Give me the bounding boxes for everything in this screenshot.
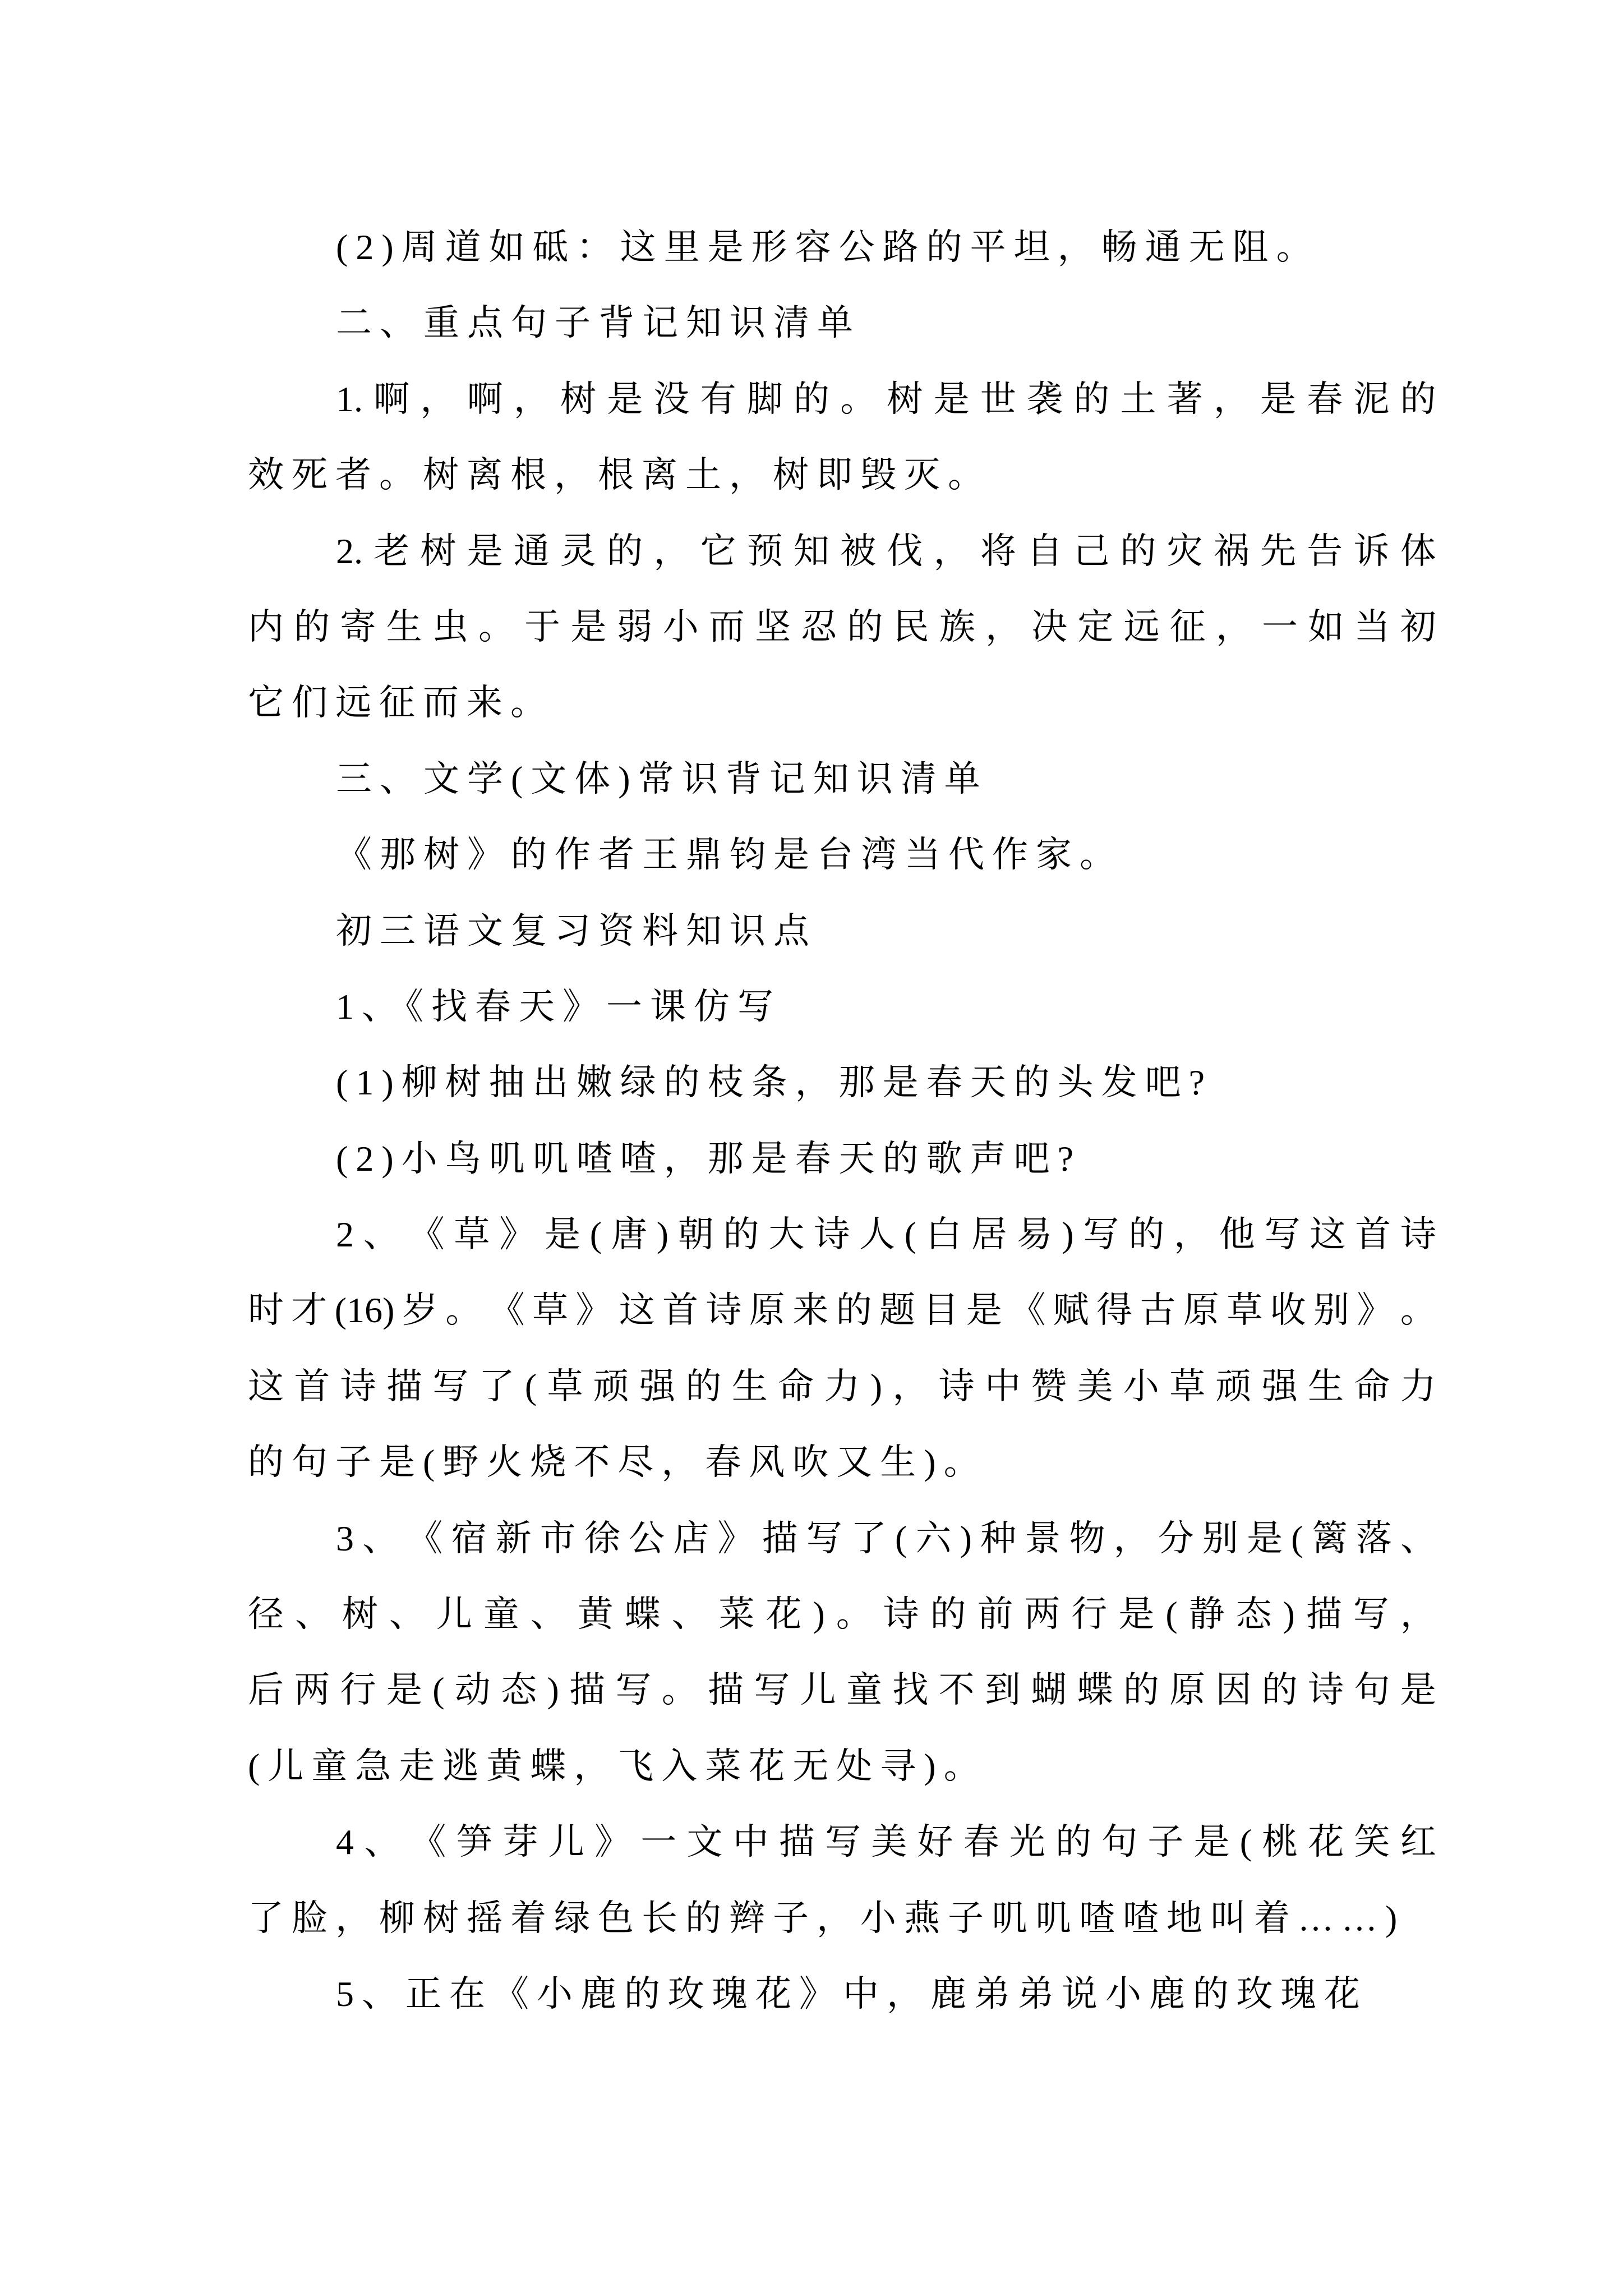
text-line: 了脸，柳树摇着绿色长的辫子，小燕子叽叽喳喳地叫着……) [248, 1898, 1405, 1938]
text-line: 初三语文复习资料知识点 [336, 910, 817, 951]
text-line: 它们远征而来。 [248, 683, 554, 723]
document-text-block [248, 209, 1436, 2032]
text-line: 时 才 (16) 岁 。 《 草 》 这 首 诗 原 来 的 题 目 是 《 赋 得 古 原 草 收 别 》 。 [248, 1290, 1436, 1331]
text-line: 4 、 《 笋 芽 儿 》 一 文 中 描 写 美 好 春 光 的 句 子 是 ( 桃 花 笑 红 [336, 1822, 1436, 1862]
text-line: (2)周道如砥：这里是形容公路的平坦，畅通无阻。 [336, 227, 1320, 267]
text-line: 《那树》的作者王鼎钧是台湾当代作家。 [336, 835, 1123, 875]
text-line: 2 、 《 草 》 是 ( 唐 ) 朝 的 大 诗 人 ( 白 居 易 ) 写 的 ， 他 写 这 首 诗 [336, 1214, 1436, 1255]
text-line: 效死者。树离根，根离土，树即毁灭。 [248, 455, 992, 495]
text-line: 内 的 寄 生 虫 。 于 是 弱 小 而 坚 忍 的 民 族 ， 决 定 远 征 ， 一 如 当 初 [248, 606, 1436, 647]
text-line: 5、正在《小鹿的玫瑰花》中，鹿弟弟说小鹿的玫瑰花 [336, 1973, 1368, 2014]
text-line: 径 、 树 、 儿 童 、 黄 蝶 、 菜 花 ) 。 诗 的 前 两 行 是 ( 静 态 ) 描 写 ， [248, 1594, 1436, 1635]
text-line: 后 两 行 是 ( 动 态 ) 描 写 。 描 写 儿 童 找 不 到 蝴 蝶 的 原 因 的 诗 句 是 [248, 1670, 1436, 1710]
text-line: 1、《找春天》一课仿写 [336, 986, 781, 1027]
text-line: 2. 老 树 是 通 灵 的 ， 它 预 知 被 伐 ， 将 自 己 的 灾 祸 先 告 诉 体 [336, 531, 1436, 571]
text-line: 二、重点句子背记知识清单 [336, 303, 861, 343]
text-line: 1. 啊 ， 啊 ， 树 是 没 有 脚 的 。 树 是 世 袭 的 土 著 ， 是 春 泥 的 [336, 379, 1436, 419]
text-line: (1)柳树抽出嫩绿的枝条，那是春天的头发吧? [336, 1062, 1213, 1103]
text-line: (儿童急走逃黄蝶，飞入菜花无处寻)。 [248, 1746, 988, 1786]
text-line: 这 首 诗 描 写 了 ( 草 顽 强 的 生 命 力 ) ， 诗 中 赞 美 小 草 顽 强 生 命 力 [248, 1366, 1436, 1406]
text-line: 的句子是(野火烧不尽，春风吹又生)。 [248, 1442, 988, 1483]
text-line: (2)小鸟叽叽喳喳，那是春天的歌声吧? [336, 1138, 1082, 1179]
text-line: 三、文学(文体)常识背记知识清单 [336, 758, 988, 799]
text-line: 3 、 《 宿 新 市 徐 公 店 》 描 写 了 ( 六 ) 种 景 物 ， 分 别 是 ( 篱 落 、 [336, 1518, 1436, 1558]
